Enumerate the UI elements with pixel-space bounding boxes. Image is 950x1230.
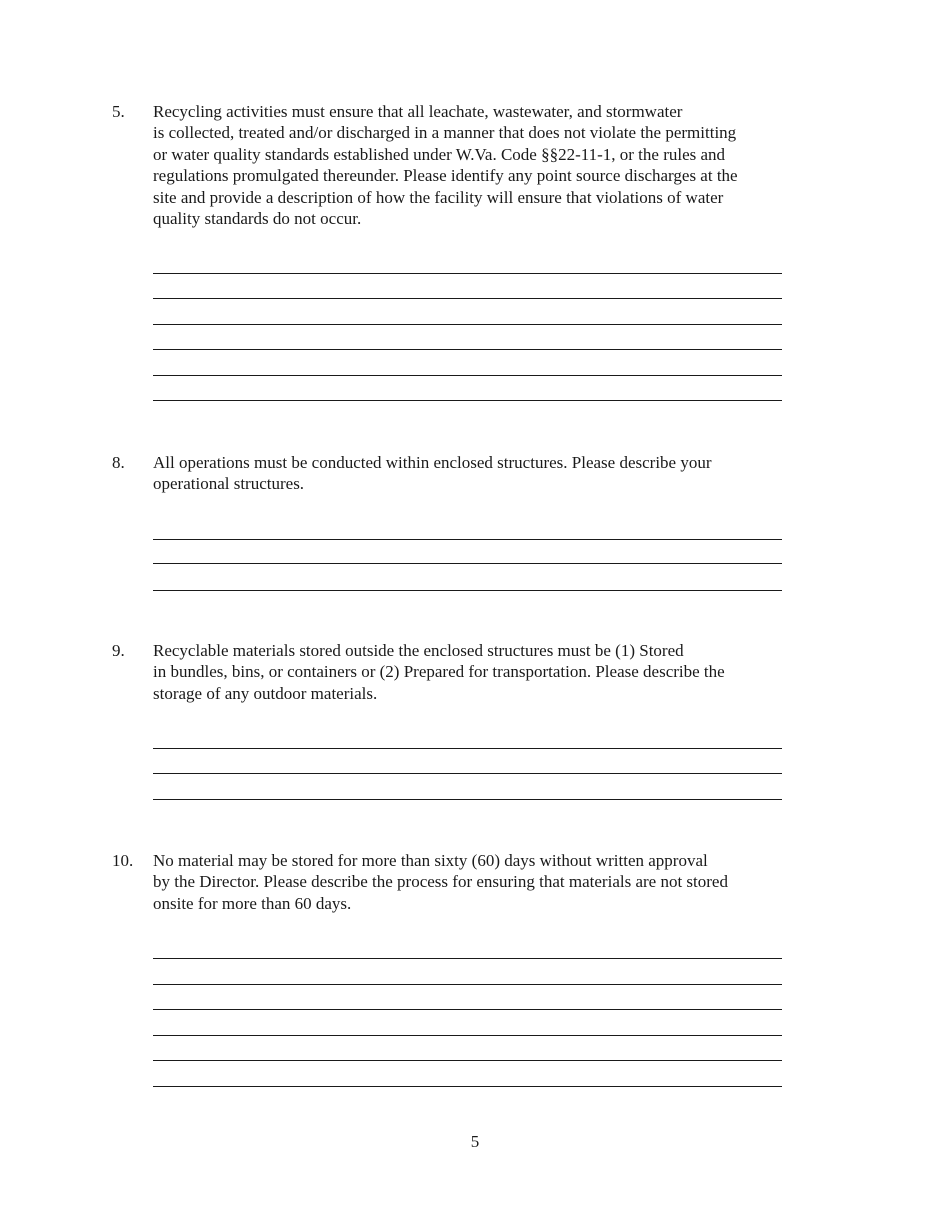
answer-line[interactable] [153,400,782,401]
question-text [153,850,813,914]
answer-line[interactable] [153,1086,782,1087]
question-text [153,640,813,704]
question-text-line: or water quality standards established under W.Va. Code §§22-11-1, or the rules and [153,144,726,164]
question-text-line: by the Director. Please describe the process for ensuring that materials are not stored [153,872,728,892]
answer-line[interactable] [153,563,782,564]
question-text-line: in bundles, bins, or containers or (2) Prepared for transportation. Please describe the [153,662,725,682]
answer-line[interactable] [153,984,782,985]
question-text-line: No material may be stored for more than sixty (60) days without written approval [153,851,708,870]
answer-line[interactable] [153,539,782,540]
answer-line[interactable] [153,324,782,325]
answer-line[interactable] [153,375,782,376]
answer-line[interactable] [153,590,782,591]
question-text [153,101,813,229]
question-number: 8. [112,453,125,472]
question-number: 5. [112,102,125,121]
question-text-line: onsite for more than 60 days. [153,893,352,913]
question-text-line: site and provide a description of how the facility will ensure that violations of water [153,187,724,207]
answer-line[interactable] [153,1035,782,1036]
answer-line[interactable] [153,273,782,274]
answer-line[interactable] [153,748,782,749]
question-text-line: Recyclable materials stored outside the enclosed structures must be (1) Stored [153,641,684,660]
question-text-line: operational structures. [153,474,305,494]
question-number: 10. [112,851,134,870]
question-text-line: All operations must be conducted within enclosed structures. Please describe your [153,453,712,472]
question-text [153,452,813,495]
answer-line[interactable] [153,799,782,800]
question-text-line: quality standards do not occur. [153,209,362,229]
page-number: 5 [470,1132,480,1151]
answer-line[interactable] [153,1060,782,1061]
question-number: 9. [112,641,125,660]
answer-line[interactable] [153,1009,782,1010]
question-text-line: storage of any outdoor materials. [153,683,378,703]
answer-line[interactable] [153,298,782,299]
answer-line[interactable] [153,349,782,350]
question-text-line: regulations promulgated thereunder. Please identify any point source discharges at the [153,166,738,186]
question-text-line: is collected, treated and/or discharged in a manner that does not violate the permitting [153,123,737,143]
question-text-line: Recycling activities must ensure that all leachate, wastewater, and stormwater [153,102,683,121]
answer-line[interactable] [153,958,782,959]
answer-line[interactable] [153,773,782,774]
